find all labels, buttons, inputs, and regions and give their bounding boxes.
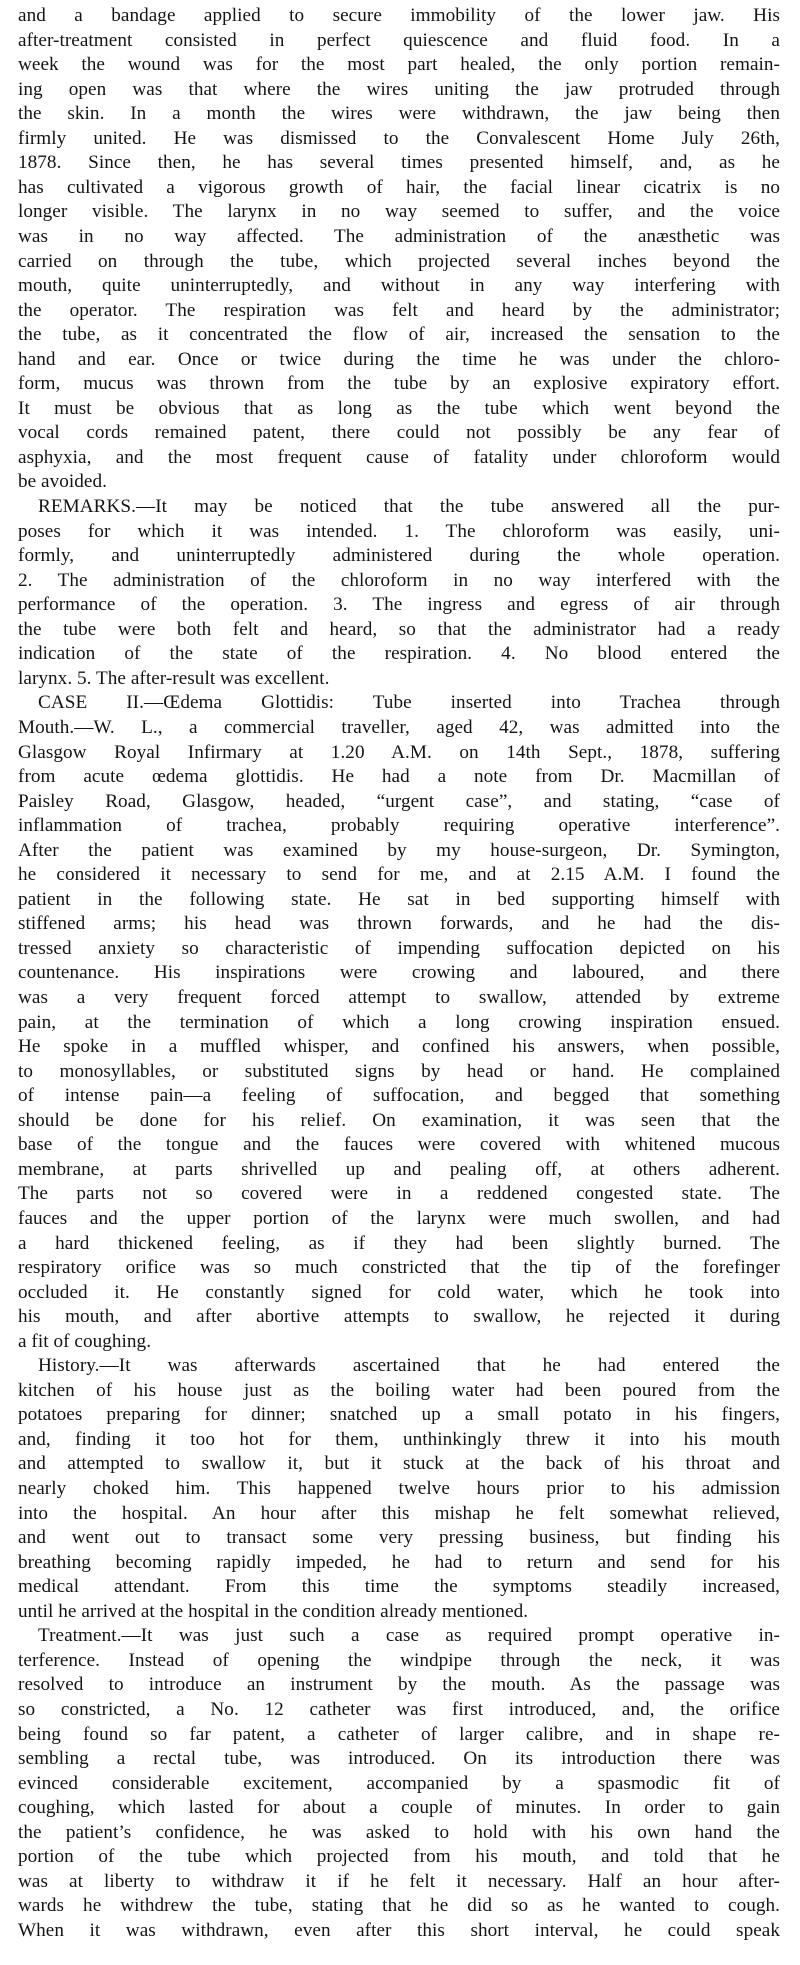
text-line: has cultivated a vigorous growth of hair, the facial linear cicatrix is no: [18, 176, 780, 198]
text-line: vocal cords remained patent, there could not possibly be any fear of: [18, 422, 780, 444]
text-line: Paisley Road, Glasgow, headed, “urgent case”, and stating, “case of: [18, 790, 780, 812]
text-line: should be done for his relief. On examination, it was seen that the: [18, 1109, 780, 1131]
text-line: When it was withdrawn, even after this short interval, he could speak: [18, 1919, 780, 1941]
text-line: breathing becoming rapidly impeded, he had to return and send for his: [18, 1551, 780, 1573]
text-line: and went out to transact some very pressing business, but finding his: [18, 1527, 780, 1549]
text-line: asphyxia, and the most frequent cause of fatality under chloroform would: [18, 446, 780, 468]
text-line: CASE II.—Œdema Glottidis: Tube inserted into Trachea through: [38, 692, 780, 714]
text-line: and, finding it too hot for them, unthinkingly threw it into his mouth: [18, 1428, 780, 1450]
text-line: firmly united. He was dismissed to the Convalescent Home July 26th,: [18, 127, 780, 149]
text-line: the tube, as it concentrated the flow of air, increased the sensation to the: [18, 324, 780, 346]
text-line: resolved to introduce an instrument by the mouth. As the passage was: [18, 1674, 780, 1696]
text-line: The parts not so covered were in a reddened congested state. The: [18, 1183, 780, 1205]
text-line: 1878. Since then, he has several times presented himself, and, as he: [18, 152, 780, 174]
text-line: kitchen of his house just as the boiling water had been poured from the: [18, 1379, 780, 1401]
text-line: 2. The administration of the chloroform in no way interfered with the: [18, 569, 780, 591]
text-line: After the patient was examined by my house-surgeon, Dr. Symington,: [18, 839, 780, 861]
text-line: It must be obvious that as long as the tube which went beyond the: [18, 397, 780, 419]
text-line: into the hospital. An hour after this mishap he felt somewhat relieved,: [18, 1502, 780, 1524]
text-line: being found so far patent, a catheter of larger calibre, and in shape re-: [18, 1723, 780, 1745]
text-line: tressed anxiety so characteristic of impending suffocation depicted on his: [18, 937, 780, 959]
text-line: History.—It was afterwards ascertained that he had entered the: [38, 1355, 780, 1377]
text-line: hand and ear. Once or twice during the time he was under the chloro-: [18, 348, 780, 370]
text-line: coughing, which lasted for about a couple of minutes. In order to gain: [18, 1797, 780, 1819]
text-line: countenance. His inspirations were crowing and laboured, and there: [18, 962, 780, 984]
text-line: evinced considerable excitement, accompanied by a spasmodic fit of: [18, 1772, 780, 1794]
text-line: from acute œdema glottidis. He had a note from Dr. Macmillan of: [18, 766, 780, 788]
text-line: so constricted, a No. 12 catheter was first introduced, and, the orifice: [18, 1698, 780, 1720]
text-line: membrane, at parts shrivelled up and pealing off, at others adherent.: [18, 1158, 780, 1180]
text-line: Glasgow Royal Infirmary at 1.20 A.M. on 14th Sept., 1878, suffering: [18, 741, 780, 763]
text-line: a fit of coughing.: [18, 1330, 152, 1352]
text-line: after-treatment consisted in perfect quiescence and fluid food. In a: [18, 29, 780, 51]
text-line: longer visible. The larynx in no way seemed to suffer, and the voice: [18, 201, 780, 223]
text-line: until he arrived at the hospital in the condition already mentioned.: [18, 1600, 529, 1622]
text-line: was at liberty to withdraw it if he felt it necessary. Half an hour after-: [18, 1870, 780, 1892]
text-line: be avoided.: [18, 471, 107, 493]
text-line: the skin. In a month the wires were withdrawn, the jaw being then: [18, 103, 780, 125]
text-line: occluded it. He constantly signed for cold water, which he took into: [18, 1281, 780, 1303]
text-line: was in no way affected. The administration of the anæsthetic was: [18, 225, 780, 247]
text-line: to monosyllables, or substituted signs by head or hand. He complained: [18, 1060, 780, 1082]
text-line: the patient’s confidence, he was asked to hold with his own hand the: [18, 1821, 780, 1843]
text-line: fauces and the upper portion of the larynx were much swollen, and had: [18, 1207, 780, 1229]
text-line: Treatment.—It was just such a case as required prompt operative in-: [38, 1625, 780, 1647]
text-line: performance of the operation. 3. The ingress and egress of air through: [18, 594, 780, 616]
text-line: patient in the following state. He sat in bed supporting himself with: [18, 888, 780, 910]
text-line: form, mucus was thrown from the tube by an explosive expiratory effort.: [18, 373, 780, 395]
text-line: He spoke in a muffled whisper, and confined his answers, when possible,: [18, 1036, 780, 1058]
text-line: a hard thickened feeling, as if they had been slightly burned. The: [18, 1232, 780, 1254]
text-line: inflammation of trachea, probably requiring operative interference”.: [18, 815, 780, 837]
text-line: formly, and uninterruptedly administered during the whole operation.: [18, 545, 780, 567]
text-line: mouth, quite uninterruptedly, and without in any way interfering with: [18, 275, 780, 297]
text-line: he considered it necessary to send for me, and at 2.15 A.M. I found the: [18, 864, 780, 886]
text-line: indication of the state of the respiration. 4. No blood entered the: [18, 643, 780, 665]
text-line: portion of the tube which projected from his mouth, and told that he: [18, 1846, 780, 1868]
text-line: sembling a rectal tube, was introduced. On its introduction there was: [18, 1748, 780, 1770]
text-line: medical attendant. From this time the symptoms steadily increased,: [18, 1576, 780, 1598]
text-line: pain, at the termination of which a long crowing inspiration ensued.: [18, 1011, 780, 1033]
text-line: the tube were both felt and heard, so that the administrator had a ready: [18, 618, 780, 640]
text-line: week the wound was for the most part healed, the only portion remain-: [18, 54, 780, 76]
text-line: and a bandage applied to secure immobility of the lower jaw. His: [18, 5, 780, 26]
text-line: Mouth.—W. L., a commercial traveller, aged 42, was admitted into the: [18, 716, 780, 738]
text-line: base of the tongue and the fauces were covered with whitened mucous: [18, 1134, 780, 1156]
text-line: larynx. 5. The after-result was excellent.: [18, 667, 330, 689]
text-line: his mouth, and after abortive attempts to swallow, he rejected it during: [18, 1306, 780, 1328]
text-line: the operator. The respiration was felt and heard by the administrator;: [18, 299, 780, 321]
text-line: REMARKS.—It may be noticed that the tube answered all the pur-: [38, 496, 780, 517]
text-line: nearly choked him. This happened twelve hours prior to his admission: [18, 1478, 780, 1499]
text-line: stiffened arms; his head was thrown forwards, and he had the dis-: [18, 913, 780, 935]
text-line: wards he withdrew the tube, stating that he did so as he wanted to cough.: [18, 1895, 780, 1917]
text-line: respiratory orifice was so much constricted that the tip of the forefinger: [18, 1257, 780, 1279]
text-line: poses for which it was intended. 1. The chloroform was easily, uni-: [18, 520, 780, 542]
text-line: and attempted to swallow it, but it stuck at the back of his throat and: [18, 1453, 780, 1475]
text-line: ing open was that where the wires uniting the jaw protruded through: [18, 78, 780, 100]
text-line: carried on through the tube, which projected several inches beyond the: [18, 250, 780, 272]
text-line: of intense pain—a feeling of suffocation, and begged that something: [18, 1085, 780, 1107]
text-line: was a very frequent forced attempt to swallow, attended by extreme: [18, 987, 780, 1008]
text-line: potatoes preparing for dinner; snatched up a small potato in his fingers,: [18, 1404, 780, 1426]
text-line: terference. Instead of opening the windpipe through the neck, it was: [18, 1649, 780, 1671]
